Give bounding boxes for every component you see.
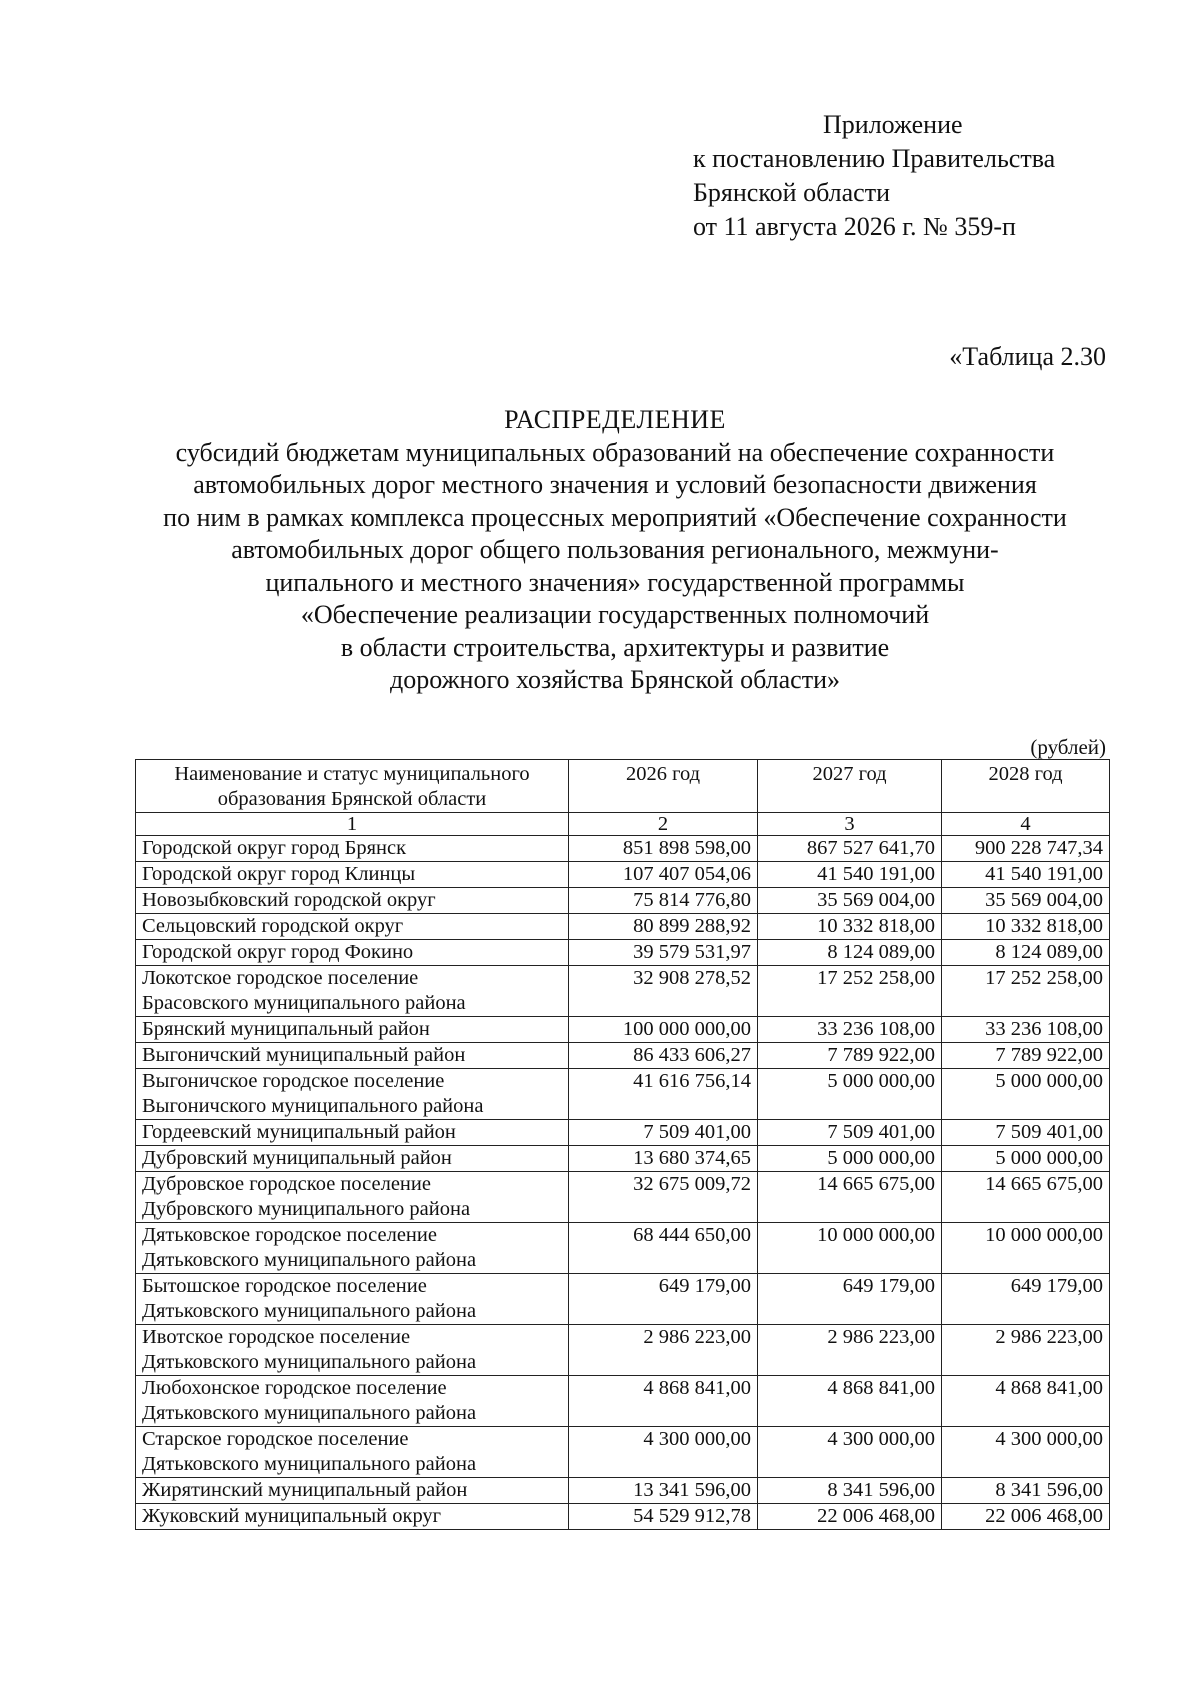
municipality-name-cell — [136, 914, 569, 940]
municipality-name-cell — [136, 1043, 569, 1069]
amount-2027: 8 124 089,00 — [758, 940, 942, 966]
amount-2028: 22 006 468,00 — [942, 1504, 1110, 1530]
municipality-name-line: Городской округ город Брянск — [142, 837, 407, 859]
column-number: 3 — [758, 813, 942, 836]
amount-2028: 7 509 401,00 — [942, 1120, 1110, 1146]
municipality-name-line: Городской округ город Клинцы — [142, 863, 416, 885]
table-row — [136, 940, 1110, 966]
amount-2026: 2 986 223,00 — [569, 1325, 758, 1376]
municipality-name-cell — [136, 1427, 569, 1478]
title-heading: РАСПРЕДЕЛЕНИЕ — [504, 405, 726, 434]
amount-2027: 5 000 000,00 — [758, 1146, 942, 1172]
municipality-name-line: Локотское городское поселение — [142, 967, 419, 989]
municipality-name-line: Ивотское городское поселение — [142, 1326, 411, 1348]
amount-2026: 68 444 650,00 — [569, 1223, 758, 1274]
municipality-name-line: Бытошское городское поселение — [142, 1275, 427, 1297]
header-2027: 2027 год — [758, 760, 942, 813]
amount-2027: 35 569 004,00 — [758, 888, 942, 914]
municipality-name-line: Дятьковского муниципального района — [142, 1249, 477, 1271]
amount-2028: 649 179,00 — [942, 1274, 1110, 1325]
municipality-name-line: Гордеевский муниципальный район — [142, 1121, 456, 1143]
municipality-name-cell — [136, 1223, 569, 1274]
amount-2028: 7 789 922,00 — [942, 1043, 1110, 1069]
amount-2028: 4 300 000,00 — [942, 1427, 1110, 1478]
amount-2026: 100 000 000,00 — [569, 1017, 758, 1043]
column-number-row — [136, 813, 1110, 836]
table-number: «Таблица 2.30 — [949, 342, 1106, 371]
appendix-block — [693, 108, 1055, 244]
table-row — [136, 1504, 1110, 1530]
table-row — [136, 888, 1110, 914]
header-2026: 2026 год — [569, 760, 758, 813]
amount-2028: 35 569 004,00 — [942, 888, 1110, 914]
amount-2028: 5 000 000,00 — [942, 1146, 1110, 1172]
amount-2028: 4 868 841,00 — [942, 1376, 1110, 1427]
amount-2026: 75 814 776,80 — [569, 888, 758, 914]
column-number: 4 — [942, 813, 1110, 836]
amount-2027: 2 986 223,00 — [758, 1325, 942, 1376]
municipality-name-line: Брасовского муниципального района — [142, 992, 466, 1014]
amount-2027: 5 000 000,00 — [758, 1069, 942, 1120]
municipality-name-line: Выгоничского муниципального района — [142, 1095, 484, 1117]
amount-2026: 7 509 401,00 — [569, 1120, 758, 1146]
municipality-name-line: Сельцовский городской округ — [142, 915, 404, 937]
amount-2028: 5 000 000,00 — [942, 1069, 1110, 1120]
title-line: автомобильных дорог местного значения и условий безопасности движения — [193, 470, 1037, 499]
amount-2026: 32 908 278,52 — [569, 966, 758, 1017]
amount-2026: 80 899 288,92 — [569, 914, 758, 940]
appendix-title: Приложение — [823, 110, 963, 139]
amount-2026: 41 616 756,14 — [569, 1069, 758, 1120]
title-line: ципального и местного значения» государственной программы — [265, 567, 965, 597]
municipality-name-cell — [136, 1120, 569, 1146]
municipality-name-cell — [136, 1069, 569, 1120]
table-row — [136, 836, 1110, 862]
municipality-name-line: Дятьковского муниципального района — [142, 1300, 477, 1322]
amount-2026: 54 529 912,78 — [569, 1504, 758, 1530]
appendix-line-2: к постановлению Правительства — [693, 144, 1056, 173]
municipality-name-line: Выгоничский муниципальный район — [142, 1044, 466, 1066]
table-row — [136, 1017, 1110, 1043]
amount-2028: 33 236 108,00 — [942, 1017, 1110, 1043]
municipality-name-cell — [136, 1478, 569, 1504]
units-label: (рублей) — [1030, 735, 1106, 759]
municipality-name-line: Дятьковского муниципального района — [142, 1453, 477, 1475]
table-row — [136, 1120, 1110, 1146]
amount-2028: 10 332 818,00 — [942, 914, 1110, 940]
header-name — [136, 760, 569, 813]
table-row — [136, 1223, 1110, 1274]
amount-2027: 4 868 841,00 — [758, 1376, 942, 1427]
amount-2027: 7 789 922,00 — [758, 1043, 942, 1069]
amount-2027: 33 236 108,00 — [758, 1017, 942, 1043]
amount-2026: 649 179,00 — [569, 1274, 758, 1325]
amount-2027: 10 000 000,00 — [758, 1223, 942, 1274]
amount-2027: 22 006 468,00 — [758, 1504, 942, 1530]
amount-2027: 7 509 401,00 — [758, 1120, 942, 1146]
table-row — [136, 1478, 1110, 1504]
municipality-name-cell — [136, 1504, 569, 1530]
municipality-name-line: Дубровский муниципальный район — [142, 1147, 452, 1169]
municipality-name-cell — [136, 1274, 569, 1325]
municipality-name-line: Любохонское городское поселение — [142, 1377, 447, 1399]
amount-2026: 107 407 054,06 — [569, 862, 758, 888]
title-line: «Обеспечение реализации государственных полномочий — [300, 600, 930, 629]
amount-2026: 13 680 374,65 — [569, 1146, 758, 1172]
municipality-name-cell — [136, 1325, 569, 1376]
municipality-name-line: Дятьковское городское поселение — [142, 1224, 437, 1246]
amount-2026: 4 868 841,00 — [569, 1376, 758, 1427]
header-2028: 2028 год — [942, 760, 1110, 813]
header-name-line-1: Наименование и статус муниципального — [174, 763, 530, 785]
title-line: субсидий бюджетам муниципальных образований на обеспечение сохранности — [175, 437, 1055, 467]
amount-2028: 8 124 089,00 — [942, 940, 1110, 966]
subsidy-table — [135, 759, 1110, 1530]
municipality-name-line: Дубровского муниципального района — [142, 1198, 471, 1220]
column-number: 2 — [569, 813, 758, 836]
amount-2028: 17 252 258,00 — [942, 966, 1110, 1017]
column-number: 1 — [136, 813, 569, 836]
amount-2026: 39 579 531,97 — [569, 940, 758, 966]
document-title — [120, 404, 1110, 697]
municipality-name-line: Жирятинский муниципальный район — [142, 1479, 468, 1501]
municipality-name-cell — [136, 1172, 569, 1223]
table-row — [136, 1146, 1110, 1172]
appendix-date-number: от 11 августа 2026 г. № 359-п — [693, 212, 1016, 241]
municipality-name-cell — [136, 836, 569, 862]
table-row — [136, 1274, 1110, 1325]
table-row — [136, 862, 1110, 888]
table-row — [136, 966, 1110, 1017]
table-row — [136, 914, 1110, 940]
municipality-name-line: Городской округ город Фокино — [142, 941, 414, 963]
title-line: по ним в рамках комплекса процессных мероприятий «Обеспечение сохранности — [163, 502, 1067, 532]
amount-2027: 867 527 641,70 — [758, 836, 942, 862]
municipality-name-line: Дятьковского муниципального района — [142, 1402, 477, 1424]
municipality-name-cell — [136, 888, 569, 914]
amount-2028: 900 228 747,34 — [942, 836, 1110, 862]
municipality-name-line: Жуковский муниципальный округ — [142, 1505, 442, 1527]
header-name-line-2: образования Брянской области — [217, 788, 487, 810]
amount-2027: 41 540 191,00 — [758, 862, 942, 888]
amount-2026: 32 675 009,72 — [569, 1172, 758, 1223]
municipality-name-cell — [136, 1017, 569, 1043]
amount-2026: 13 341 596,00 — [569, 1478, 758, 1504]
municipality-name-cell — [136, 862, 569, 888]
table-row — [136, 1325, 1110, 1376]
amount-2027: 4 300 000,00 — [758, 1427, 942, 1478]
municipality-name-line: Новозыбковский городской округ — [142, 889, 436, 911]
amount-2028: 8 341 596,00 — [942, 1478, 1110, 1504]
amount-2027: 649 179,00 — [758, 1274, 942, 1325]
amount-2027: 8 341 596,00 — [758, 1478, 942, 1504]
table-row — [136, 1376, 1110, 1427]
table-header-row — [136, 760, 1110, 813]
amount-2027: 14 665 675,00 — [758, 1172, 942, 1223]
municipality-name-cell — [136, 1376, 569, 1427]
amount-2028: 10 000 000,00 — [942, 1223, 1110, 1274]
appendix-line-3: Брянской области — [693, 178, 890, 207]
title-line: в области строительства, архитектуры и развитие — [340, 632, 890, 662]
municipality-name-line: Выгоничское городское поселение — [142, 1070, 445, 1092]
municipality-name-cell — [136, 940, 569, 966]
amount-2028: 14 665 675,00 — [942, 1172, 1110, 1223]
municipality-name-line: Брянский муниципальный район — [142, 1018, 430, 1040]
amount-2028: 2 986 223,00 — [942, 1325, 1110, 1376]
table-row — [136, 1172, 1110, 1223]
municipality-name-line: Дубровское городское поселение — [142, 1173, 431, 1195]
title-line: автомобильных дорог общего пользования регионального, межмуни- — [231, 535, 999, 564]
municipality-name-cell — [136, 1146, 569, 1172]
title-line: дорожного хозяйства Брянской области» — [390, 665, 840, 694]
amount-2026: 851 898 598,00 — [569, 836, 758, 862]
table-row — [136, 1069, 1110, 1120]
amount-2027: 17 252 258,00 — [758, 966, 942, 1017]
amount-2027: 10 332 818,00 — [758, 914, 942, 940]
table-row — [136, 1043, 1110, 1069]
amount-2028: 41 540 191,00 — [942, 862, 1110, 888]
amount-2026: 86 433 606,27 — [569, 1043, 758, 1069]
municipality-name-line: Старское городское поселение — [142, 1428, 409, 1450]
amount-2026: 4 300 000,00 — [569, 1427, 758, 1478]
table-row — [136, 1427, 1110, 1478]
municipality-name-cell — [136, 966, 569, 1017]
municipality-name-line: Дятьковского муниципального района — [142, 1351, 477, 1373]
